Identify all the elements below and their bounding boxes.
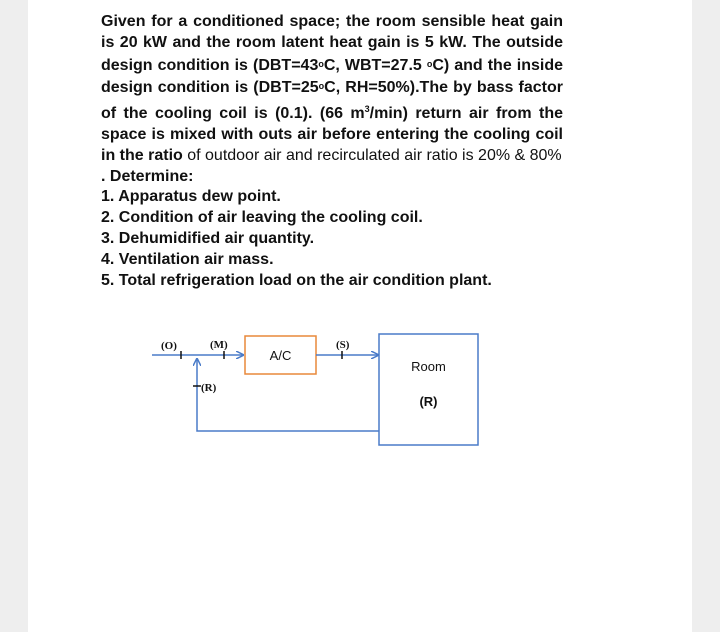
problem-text-part-5: /min) return air from the space is mixed with outs air before entering the cooling coil in the ratio [101,105,563,164]
room-box [379,334,478,445]
task-item: 5. Total refrigeration load on the air condition plant. [101,271,492,289]
determine-heading: . Determine: [101,167,194,185]
problem-text-part-4: C, RH=50%).The by bass factor of the cooling coil is (0.1). (66 m [101,79,563,123]
task-item: 4. Ventilation air mass. [101,250,274,268]
label-m: (M) [210,339,228,351]
room-r-label: (R) [419,394,438,409]
superscript-3: 3 [364,104,370,115]
degree-symbol: o [318,81,325,92]
degree-symbol: o [426,58,433,69]
problem-text-part-1: Given for a conditioned space; the room sensible heat gain is 20 kW and the room latent heat gain is 5 kW. The outside design condition is (DBT=43 [101,13,563,74]
label-s: (S) [336,339,350,351]
task-item: 1. Apparatus dew point. [101,188,281,206]
task-item: 2. Condition of air leaving the cooling coil. [101,209,423,227]
problem-text-part-2: C, WBT=27.5 [323,56,427,74]
ac-label: A/C [269,348,292,363]
label-r-return: (R) [201,382,217,394]
degree-symbol: o [318,58,324,69]
task-item: 3. Dehumidified air quantity. [101,229,315,247]
problem-text-ratio: of outdoor air and recirculated air ratio is 20% & 80% [182,146,562,164]
label-o: (O) [161,340,177,352]
room-label: Room [411,359,446,374]
problem-text-part-3: C) and the inside design condition is (DBT=25 [101,56,563,97]
